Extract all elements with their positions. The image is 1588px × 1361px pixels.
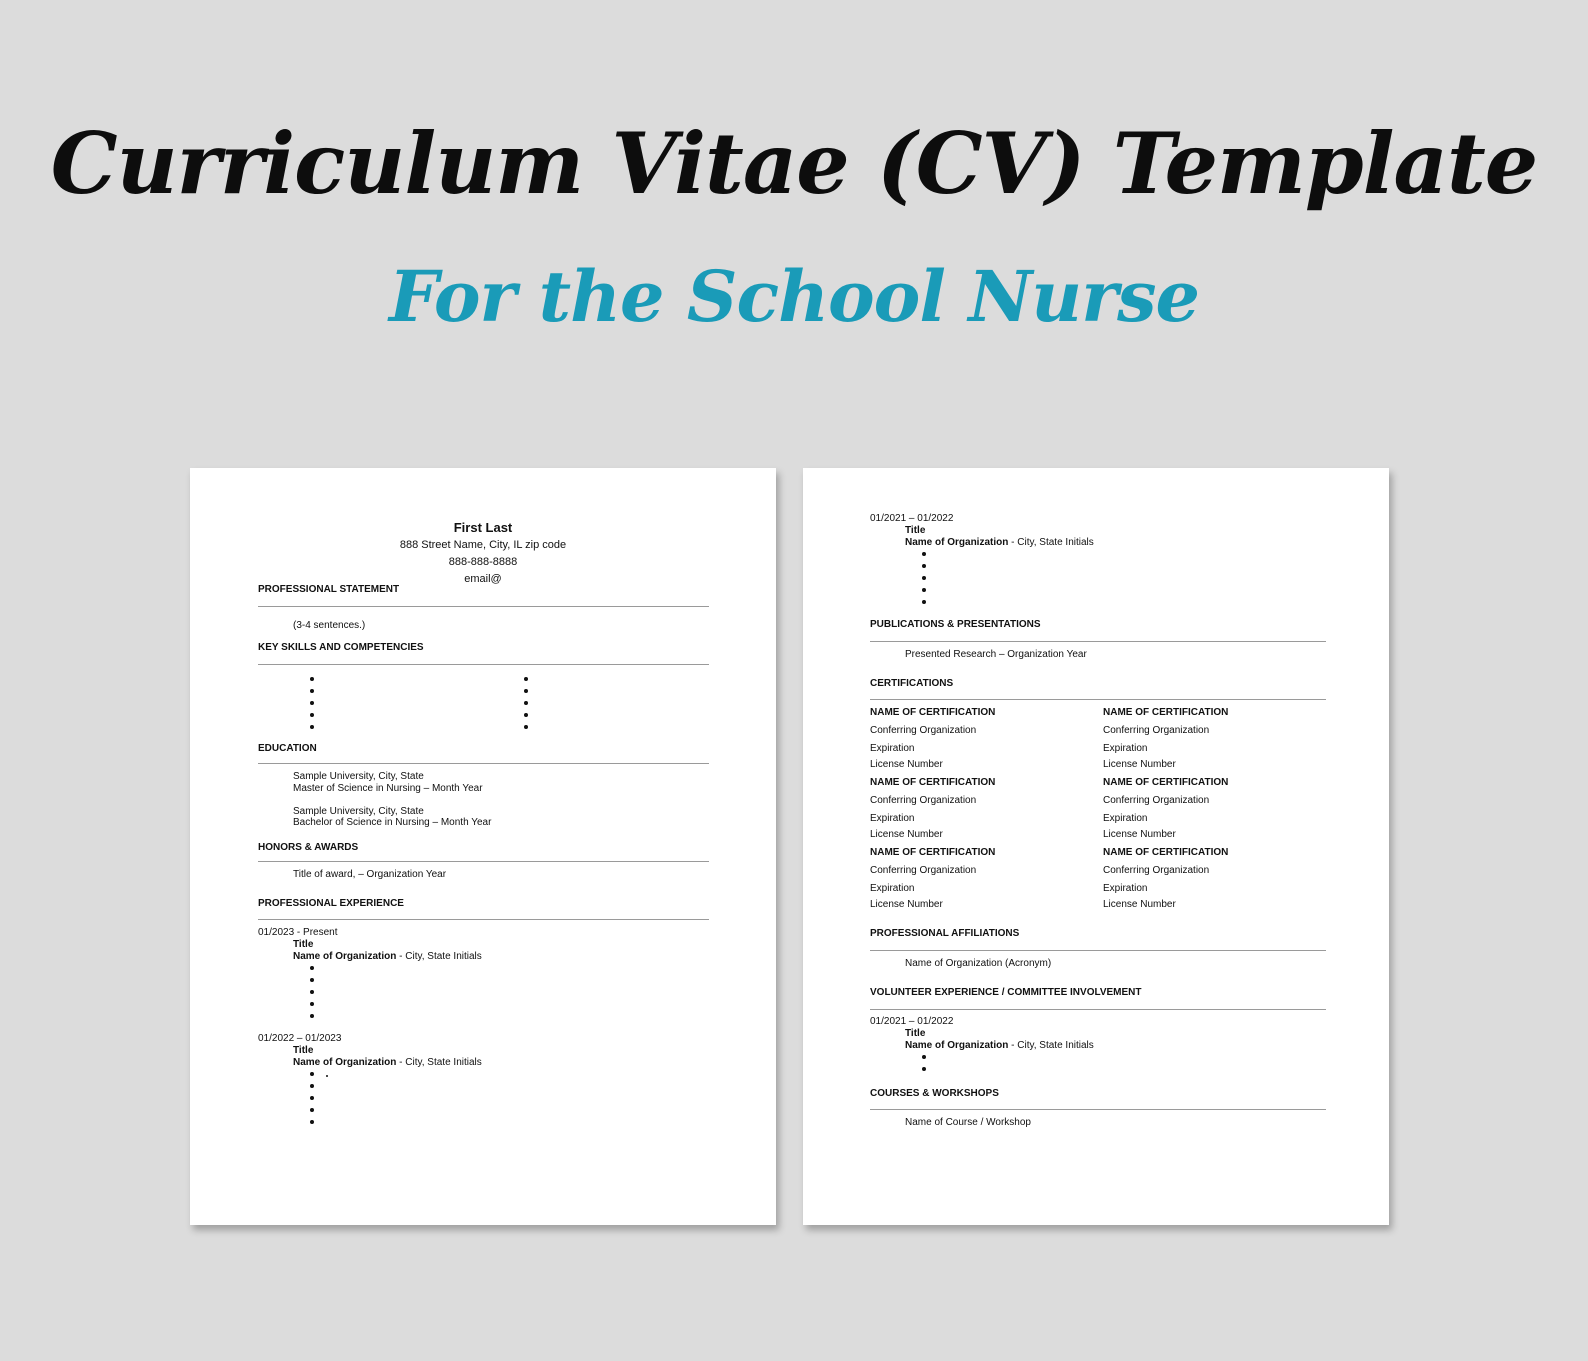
volunteer-title: Title — [905, 1028, 926, 1039]
education-school: Sample University, City, State — [293, 806, 424, 817]
certification-expiration: Expiration — [1103, 813, 1148, 824]
certification-expiration: Expiration — [1103, 883, 1148, 894]
certification-name: NAME OF CERTIFICATION — [870, 847, 996, 858]
section-heading-courses: COURSES & WORKSHOPS — [870, 1088, 999, 1099]
certification-org: Conferring Organization — [1103, 865, 1210, 876]
job-organization: Name of Organization - City, State Initials — [293, 951, 482, 962]
job-dates: 01/2023 - Present — [258, 927, 338, 938]
job-title: Title — [905, 525, 926, 536]
certification-org: Conferring Organization — [1103, 795, 1210, 806]
certification-expiration: Expiration — [870, 883, 915, 894]
cv-phone: 888-888-8888 — [448, 556, 518, 568]
cv-name: First Last — [453, 520, 513, 535]
section-heading-skills: KEY SKILLS AND COMPETENCIES — [258, 642, 424, 653]
job-organization: Name of Organization - City, State Initials — [293, 1057, 482, 1068]
education-degree: Bachelor of Science in Nursing – Month Year — [293, 817, 492, 828]
courses-text: Name of Course / Workshop — [905, 1117, 1031, 1128]
cv-email: email@ — [464, 573, 502, 585]
hero-subtitle: For the School Nurse — [388, 255, 1200, 338]
section-heading-professional-statement: PROFESSIONAL STATEMENT — [258, 584, 400, 595]
certification-expiration: Expiration — [870, 743, 915, 754]
section-divider — [870, 1009, 1326, 1010]
section-divider — [870, 950, 1326, 951]
section-heading-affiliations: PROFESSIONAL AFFILIATIONS — [870, 928, 1020, 939]
section-heading-experience: PROFESSIONAL EXPERIENCE — [258, 898, 404, 909]
volunteer-organization: Name of Organization - City, State Initials — [905, 1040, 1094, 1051]
honors-text: Title of award, – Organization Year — [293, 869, 447, 880]
certification-expiration: Expiration — [1103, 743, 1148, 754]
job-dates: 01/2022 – 01/2023 — [258, 1033, 342, 1044]
section-divider — [258, 861, 709, 862]
cv-page-2 — [803, 468, 1389, 1225]
hero-title: Curriculum Vitae (CV) Template — [50, 114, 1538, 213]
section-divider — [870, 641, 1326, 642]
section-divider — [258, 606, 709, 607]
cv-address: 888 Street Name, City, IL zip code — [399, 539, 567, 551]
education-degree: Master of Science in Nursing – Month Year — [293, 783, 483, 794]
certification-license: License Number — [870, 829, 943, 840]
section-heading-publications: PUBLICATIONS & PRESENTATIONS — [870, 619, 1041, 630]
certification-name: NAME OF CERTIFICATION — [1103, 777, 1229, 788]
certification-license: License Number — [1103, 899, 1176, 910]
certification-name: NAME OF CERTIFICATION — [870, 777, 996, 788]
section-heading-volunteer: VOLUNTEER EXPERIENCE / COMMITTEE INVOLVEMENT — [870, 987, 1142, 998]
certification-org: Conferring Organization — [870, 795, 977, 806]
job-organization: Name of Organization - City, State Initials — [905, 537, 1094, 548]
publications-text: Presented Research – Organization Year — [905, 649, 1087, 660]
section-heading-certifications: CERTIFICATIONS — [870, 678, 954, 689]
section-divider — [258, 664, 709, 665]
section-divider — [870, 1109, 1326, 1110]
cv-page-1 — [190, 468, 776, 1225]
certification-license: License Number — [1103, 829, 1176, 840]
affiliations-text: Name of Organization (Acronym) — [905, 958, 1052, 969]
certification-org: Conferring Organization — [870, 725, 977, 736]
section-divider — [870, 699, 1326, 700]
education-school: Sample University, City, State — [293, 771, 424, 782]
certification-license: License Number — [1103, 759, 1176, 770]
certification-name: NAME OF CERTIFICATION — [1103, 707, 1229, 718]
volunteer-dates: 01/2021 – 01/2022 — [870, 1016, 954, 1027]
professional-statement-text: (3-4 sentences.) — [293, 620, 366, 631]
certification-expiration: Expiration — [870, 813, 915, 824]
section-divider — [258, 919, 709, 920]
certification-org: Conferring Organization — [1103, 725, 1210, 736]
certification-name: NAME OF CERTIFICATION — [870, 707, 996, 718]
section-heading-honors: HONORS & AWARDS — [258, 842, 359, 853]
job-title: Title — [293, 1045, 314, 1056]
job-title: Title — [293, 939, 314, 950]
job-dates: 01/2021 – 01/2022 — [870, 513, 954, 524]
section-divider — [258, 763, 709, 764]
certification-license: License Number — [870, 759, 943, 770]
certification-org: Conferring Organization — [870, 865, 977, 876]
certification-name: NAME OF CERTIFICATION — [1103, 847, 1229, 858]
section-heading-education: EDUCATION — [258, 743, 317, 754]
certification-license: License Number — [870, 899, 943, 910]
